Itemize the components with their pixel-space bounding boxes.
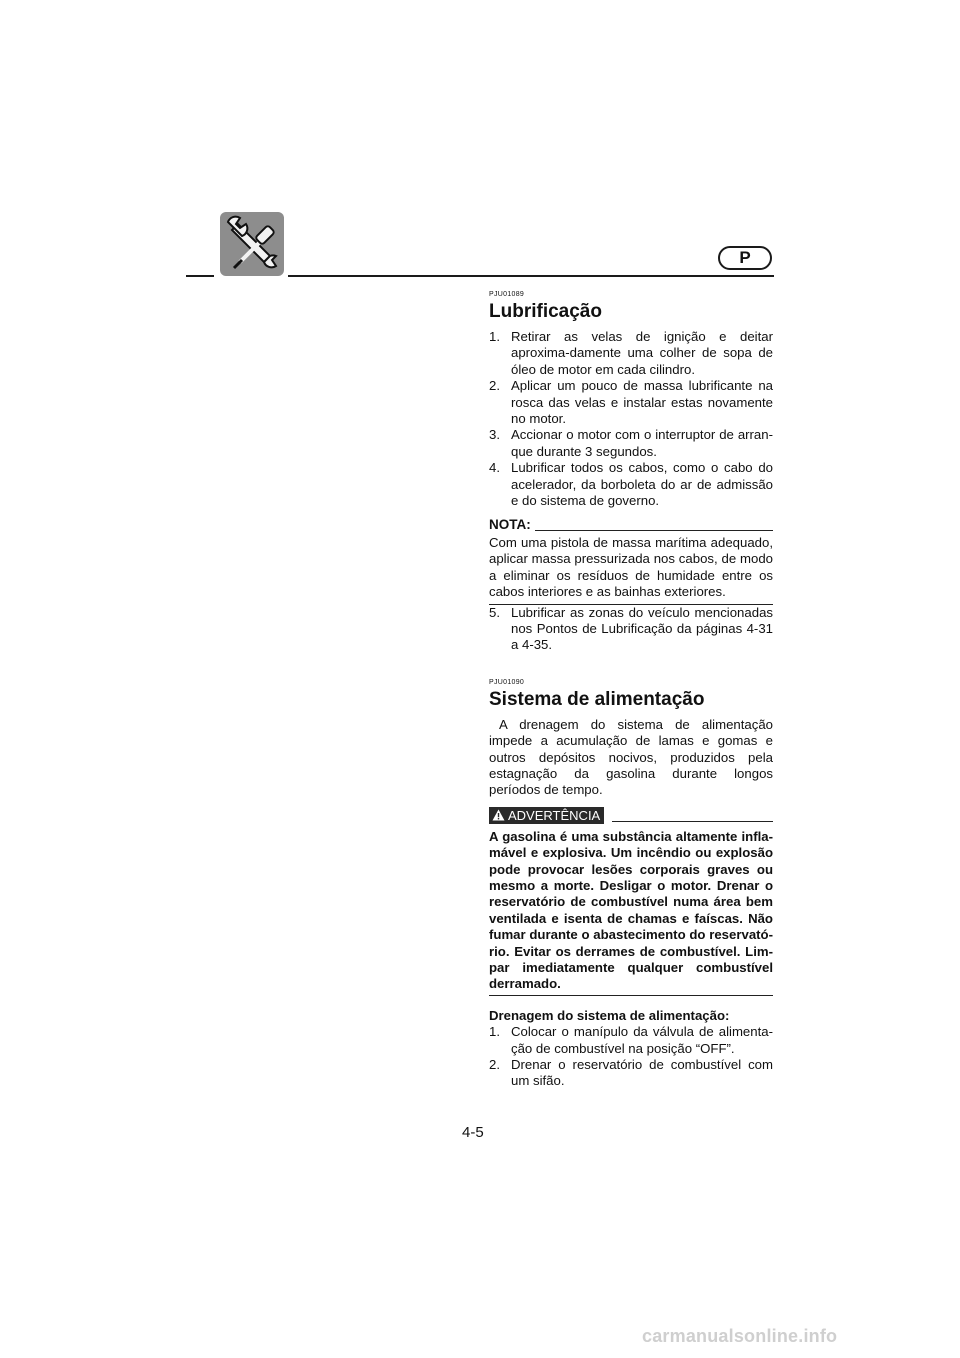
- subsection-title: Drenagem do sistema de alimentação:: [489, 1007, 730, 1023]
- warning-header: [489, 807, 773, 824]
- list-item: 5. Lubrificar as zonas do veículo mencionadas nos Pontos de Lubrificação da páginas 4-31 a 4-35.: [489, 604, 773, 653]
- list-item: 2. Drenar o reservatório de combustível com um sifão.: [489, 1057, 773, 1089]
- page-number: 4-5: [462, 1124, 484, 1141]
- note-text: Com uma pistola de massa marítima adequado, aplicar massa pressurizada nos cabos, de modo a eliminar os resíduos de humidade entre os cabos interiores e as bainhas exteriores.: [489, 535, 773, 605]
- maintenance-tools-icon: [220, 212, 284, 276]
- warning-text: A gasolina é uma substância altamente infla-mável e explosiva. Um incêndio ou explosão pode provocar lesões corporais graves ou mesmo a morte. Desligar o motor. Drenar o reservatório de combustível numa área bem ventilada e isenta de chamas e faíscas. Não fumar durante o abastecimento do reservató-rio. Evitar os derrames de combustível. Lim-par imediatamente qualquer combustível derramado.: [489, 829, 773, 996]
- warning-label: ADVERTÊNCIA: [489, 807, 604, 824]
- header-rule-right: [288, 275, 774, 277]
- note-label: NOTA:: [489, 517, 531, 533]
- section-title: Sistema de alimentação: [489, 688, 705, 710]
- language-badge: P: [718, 246, 772, 270]
- section-code: PJU01090: [489, 678, 525, 686]
- list-item: 2. Aplicar um pouco de massa lubrificante na rosca das velas e instalar estas novamente no motor.: [489, 378, 773, 427]
- intro-paragraph: A drenagem do sistema de alimentação impede a acumulação de lamas e gomas e outros depósitos nocivos, produzidos pela estagnação da gasolina durante longos períodos de tempo.: [489, 716, 773, 798]
- section-title: Lubrificação: [489, 301, 602, 322]
- list-item: 1. Colocar o manípulo da válvula de alimenta-ção de combustível na posição “OFF”.: [489, 1024, 773, 1056]
- list-item: 3. Accionar o motor com o interruptor de arran-que durante 3 segundos.: [489, 427, 773, 459]
- section-code: PJU01089: [489, 291, 525, 298]
- watermark: carmanualsonline.info: [642, 1326, 838, 1346]
- note-header: [489, 517, 773, 533]
- warning-triangle-icon: [492, 809, 505, 821]
- lubrication-step-5: [489, 605, 773, 654]
- header-rule-left: [186, 275, 214, 277]
- list-item: 1. Retirar as velas de ignição e deitar aproxima-damente uma colher de sopa de óleo de motor em cada cilindro.: [489, 329, 773, 377]
- list-item: 4. Lubrificar todos os cabos, como o cabo do acelerador, da borboleta do ar de admissão e do sistema de governo.: [489, 460, 773, 509]
- drain-steps: [489, 1024, 773, 1090]
- page-content: [489, 285, 773, 1090]
- lubrication-steps: [489, 329, 773, 509]
